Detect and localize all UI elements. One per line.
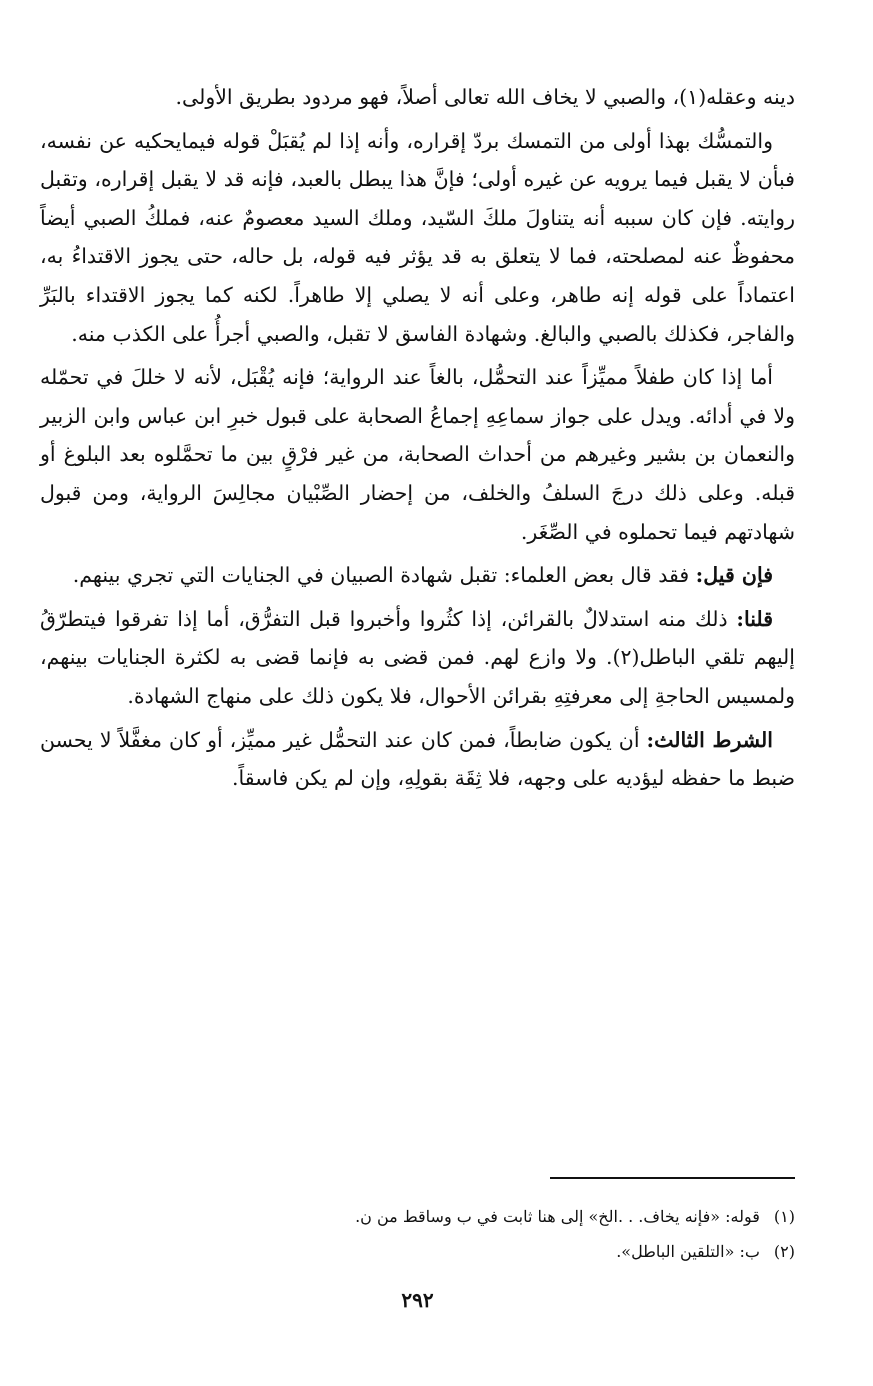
footnote-number: (٢) xyxy=(773,1242,795,1261)
paragraph-text: ذلك منه استدلالٌ بالقرائن، إذا كثُروا وأخبروا قبل التفرُّق، أما إذا تفرقوا فيتطرّقُ إليهم تلقي الباطل(٢). ولا وازع لهم. فمن قضى به فإنما قضى به لكثرة الجنايات بينهم، ولمسيس الحاجةِ إلى معرفتِهِ بقرائن الأحوال، فلا يكون ذلك على منهاج الشهادة. xyxy=(40,606,795,708)
page-number: ٢٩٢ xyxy=(401,1288,434,1312)
paragraph xyxy=(40,556,795,595)
paragraph xyxy=(40,600,795,716)
book-page xyxy=(40,78,795,1386)
footnotes xyxy=(40,1199,795,1269)
paragraph xyxy=(40,122,795,354)
main-text xyxy=(40,78,795,798)
footnote-text: ب: «التلقين الباطل». xyxy=(616,1242,760,1261)
paragraph-text: دينه وعقله(١)، والصبي لا يخاف الله تعالى أصلاً، فهو مردود بطريق الأولى. xyxy=(175,85,795,109)
paragraph-text: أما إذا كان طفلاً مميِّزاً عند التحمُّل، بالغاً عند الرواية؛ فإنه يُقْبَل، لأنه لا خللَ في تحمّله ولا في أدائه. ويدل على جواز سماعِهِ إجماعُ الصحابة على قبول خبرِ ابن عباس وابن الزبير والنعمان بن بشير وغيرهم من أحداث الصحابة، من غير فرْقٍ بين ما تحمَّلوه بعد البلوغ أو قبله. وعلى ذلك درجَ السلفُ والخلف، من إحضار الصِّبْيان مجالِسَ الرواية، ومن قبول شهادتهم فيما تحملوه في الصِّغَر. xyxy=(40,365,795,544)
footnote-2 xyxy=(40,1234,795,1269)
footnote-separator xyxy=(550,1177,795,1179)
paragraph xyxy=(40,358,795,551)
paragraph-lead: قلنا: xyxy=(736,606,773,631)
footnote-1 xyxy=(40,1199,795,1234)
paragraph-text: والتمسُّك بهذا أولى من التمسك بردّ إقراره، وأنه إذا لم يُقبَلْ قوله فيمايحكيه عن نفسه، فبأن لا يقبل فيما يرويه عن غيره أولى؛ فإنَّ هذا يبطل بالعبد، فإنه قد لا يقبل إقراره، وتقبل روايته. فإن كان سببه أنه يتناولَ ملكَ السّيد، وملك السيد معصومٌ عنه، فملكُ الصبي أيضاً محفوظٌ عنه لمصلحته، فما لا يتعلق به قد يؤثر فيه قوله، بل حاله، حتى يجوز الاقتداءُ به، اعتماداً على قوله إنه طاهر، وعلى أنه لا يصلي إلا طاهراً. لكنه كما يجوز الاقتداء بالبَرِّ والفاجر، فكذلك بالصبي والبالغ. وشهادة الفاسق لا تقبل، والصبي أجرأُ على الكذب منه. xyxy=(40,128,795,346)
paragraph-lead: الشرط الثالث: xyxy=(646,727,773,752)
footnote-text: قوله: «فإنه يخاف. . .الخ» إلى هنا ثابت في ب وساقط من ن. xyxy=(355,1207,760,1226)
paragraph-lead: فإن قيل: xyxy=(695,563,773,588)
footnote-number: (١) xyxy=(773,1207,795,1226)
paragraph xyxy=(40,78,795,117)
paragraph-text: فقد قال بعض العلماء: تقبل شهادة الصبيان في الجنايات التي تجري بينهم. xyxy=(72,563,696,588)
paragraph xyxy=(40,721,795,798)
paragraph-text: أن يكون ضابطاً، فمن كان عند التحمُّل غير مميِّز، أو كان مغفَّلاً لا يحسن ضبط ما حفظه ليؤديه على وجهه، فلا ثِقَة بقولِهِ، وإن لم يكن فاسقاً. xyxy=(40,727,795,791)
